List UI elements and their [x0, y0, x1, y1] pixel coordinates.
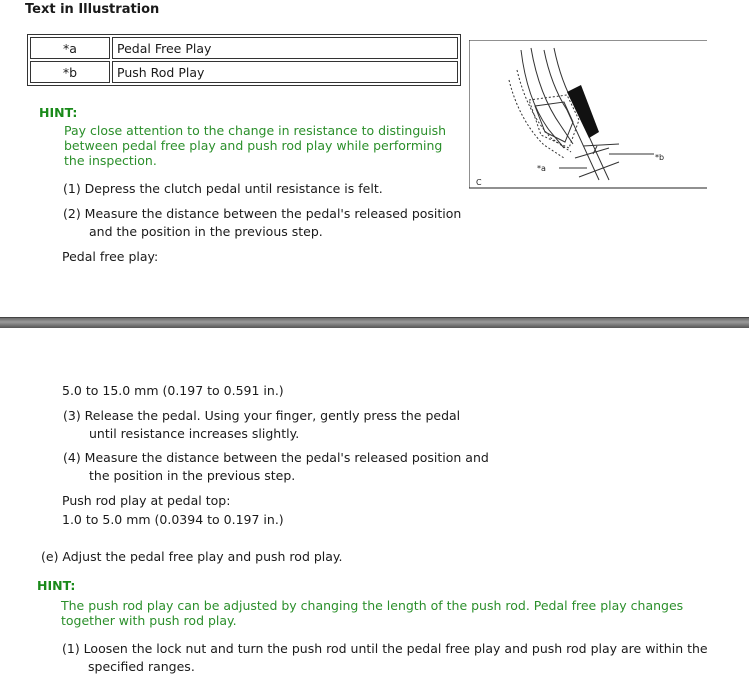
figure-corner-label: C	[476, 178, 482, 187]
figure-label-b: *b	[655, 153, 665, 162]
step-4: (4) Measure the distance between the pedal's released position and the position in the previous step.	[63, 450, 489, 483]
hint-label: HINT:	[37, 578, 76, 593]
hint-text: Pay close attention to the change in resistance to distinguish between pedal free play and push rod play while performing the inspection.	[64, 123, 447, 168]
legend-row	[30, 37, 458, 59]
figure-label-a: *a	[537, 164, 546, 173]
hint-label: HINT:	[39, 105, 78, 120]
clutch-pedal-illustration	[469, 40, 707, 190]
step-e: (e) Adjust the pedal free play and push rod play.	[41, 549, 343, 564]
legend-label: Pedal Free Play	[112, 37, 458, 59]
page-break-divider	[0, 318, 749, 328]
push-rod-play-label: Push rod play at pedal top:	[62, 493, 231, 508]
legend-table	[27, 34, 461, 86]
step-3: (3) Release the pedal. Using your finger, gently press the pedal until resistance increases slightly.	[63, 408, 461, 441]
legend-key: *a	[30, 37, 110, 59]
adjust-step-1: (1) Loosen the lock nut and turn the push rod until the pedal free play and push rod play are within the specified ranges.	[62, 641, 708, 674]
step-2: (2) Measure the distance between the pedal's released position and the position in the previous step.	[63, 206, 462, 239]
step-1: (1) Depress the clutch pedal until resistance is felt.	[63, 181, 383, 196]
pedal-free-play-label: Pedal free play:	[62, 249, 159, 264]
legend-key: *b	[30, 61, 110, 83]
legend-label: Push Rod Play	[112, 61, 458, 83]
push-rod-play-value: 1.0 to 5.0 mm (0.0394 to 0.197 in.)	[62, 512, 284, 527]
section-title: Text in Illustration	[25, 2, 160, 17]
legend-row	[30, 61, 458, 83]
pedal-free-play-value: 5.0 to 15.0 mm (0.197 to 0.591 in.)	[62, 383, 284, 398]
hint-text: The push rod play can be adjusted by changing the length of the push rod. Pedal free play changes together with push rod play.	[61, 598, 684, 628]
